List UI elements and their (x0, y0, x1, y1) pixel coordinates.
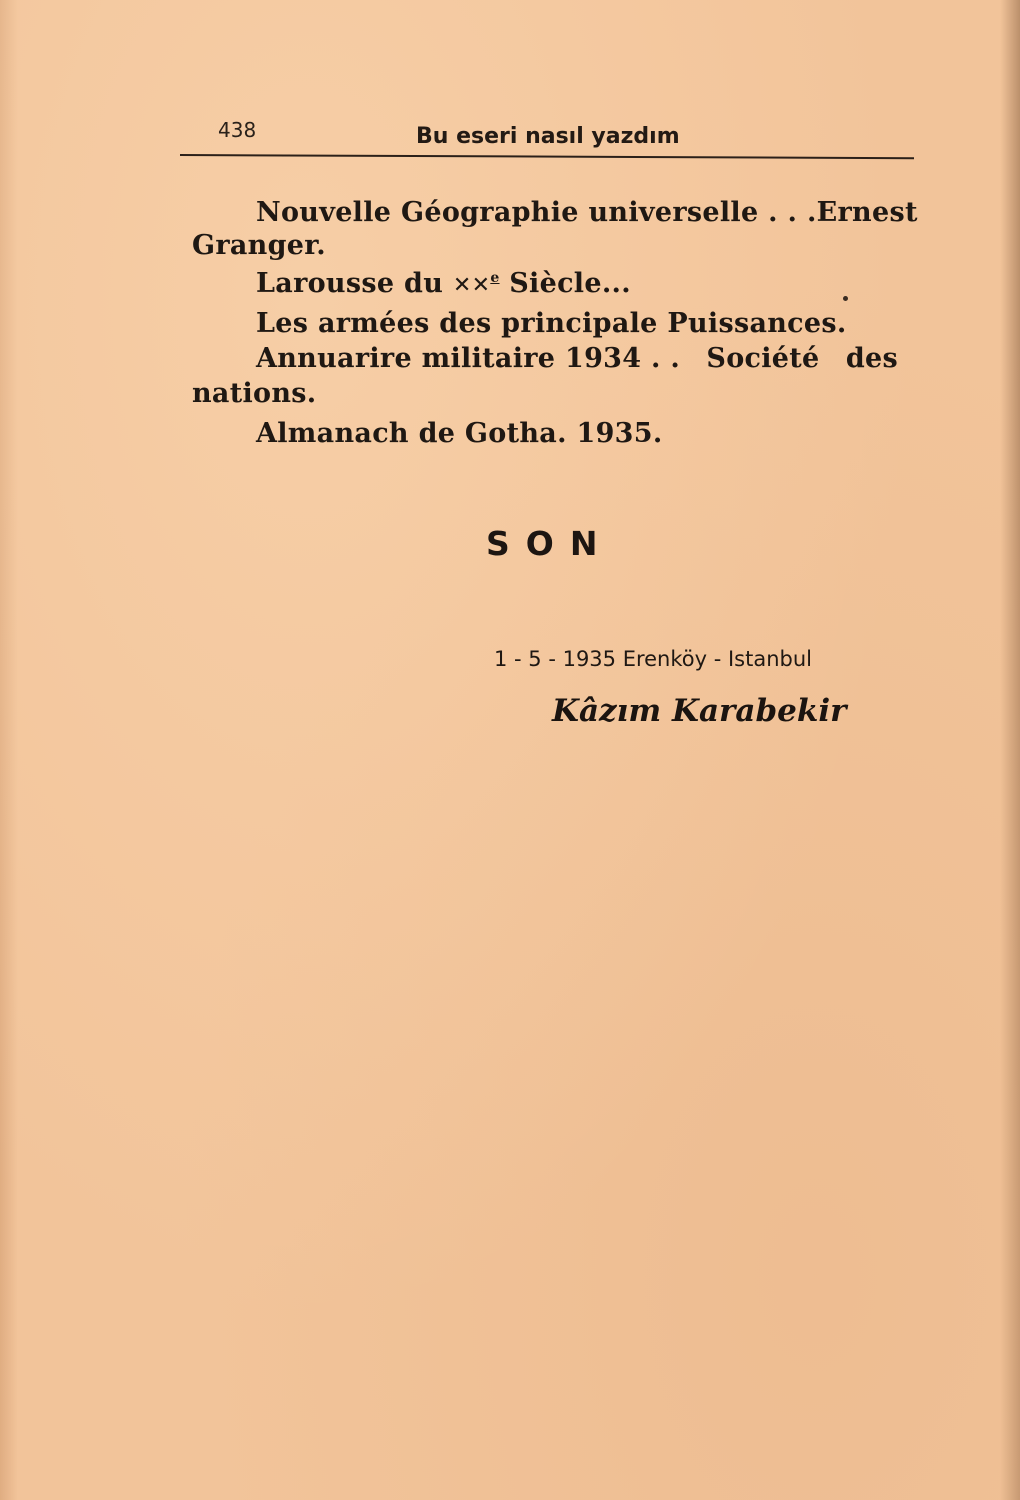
page-number: 438 (218, 118, 257, 142)
bibliography-entry-4-line-2: nations. (192, 378, 317, 409)
place-and-date: 1 - 5 - 1935 Erenköy - Istanbul (494, 647, 813, 671)
header-rule (180, 154, 914, 159)
entry-2-superscript: e (490, 270, 500, 286)
bibliography-entry-1-line-1 (256, 197, 918, 228)
running-title: Bu eseri nasıl yazdım (416, 124, 680, 149)
running-header (180, 118, 914, 166)
entry-1-title: Nouvelle Géographie universelle . . . (256, 197, 817, 228)
entry-2-century: ✕✕ (452, 273, 491, 298)
bibliography-entry-2 (256, 268, 631, 299)
bibliography-entry-4-line-1 (256, 343, 898, 374)
ink-speck (843, 296, 848, 301)
bibliography-entry-5: Almanach de Gotha. 1935. (256, 418, 663, 449)
end-marker: SON (486, 524, 614, 563)
author-signature: Kâzım Karabekir (552, 693, 847, 729)
entry-1-author-first: Ernest (816, 197, 918, 228)
entry-4-publisher-end: des (845, 343, 898, 374)
bibliography-entry-3: Les armées des principale Puissances. (256, 308, 847, 339)
entry-2-prefix: Larousse du (256, 268, 444, 299)
entry-4-title: Annuarire militaire 1934 . . (256, 343, 681, 374)
entry-2-suffix: Siècle... (509, 268, 631, 299)
bibliography-entry-1-line-2: Granger. (192, 230, 327, 261)
entry-4-publisher: Société (706, 343, 820, 374)
